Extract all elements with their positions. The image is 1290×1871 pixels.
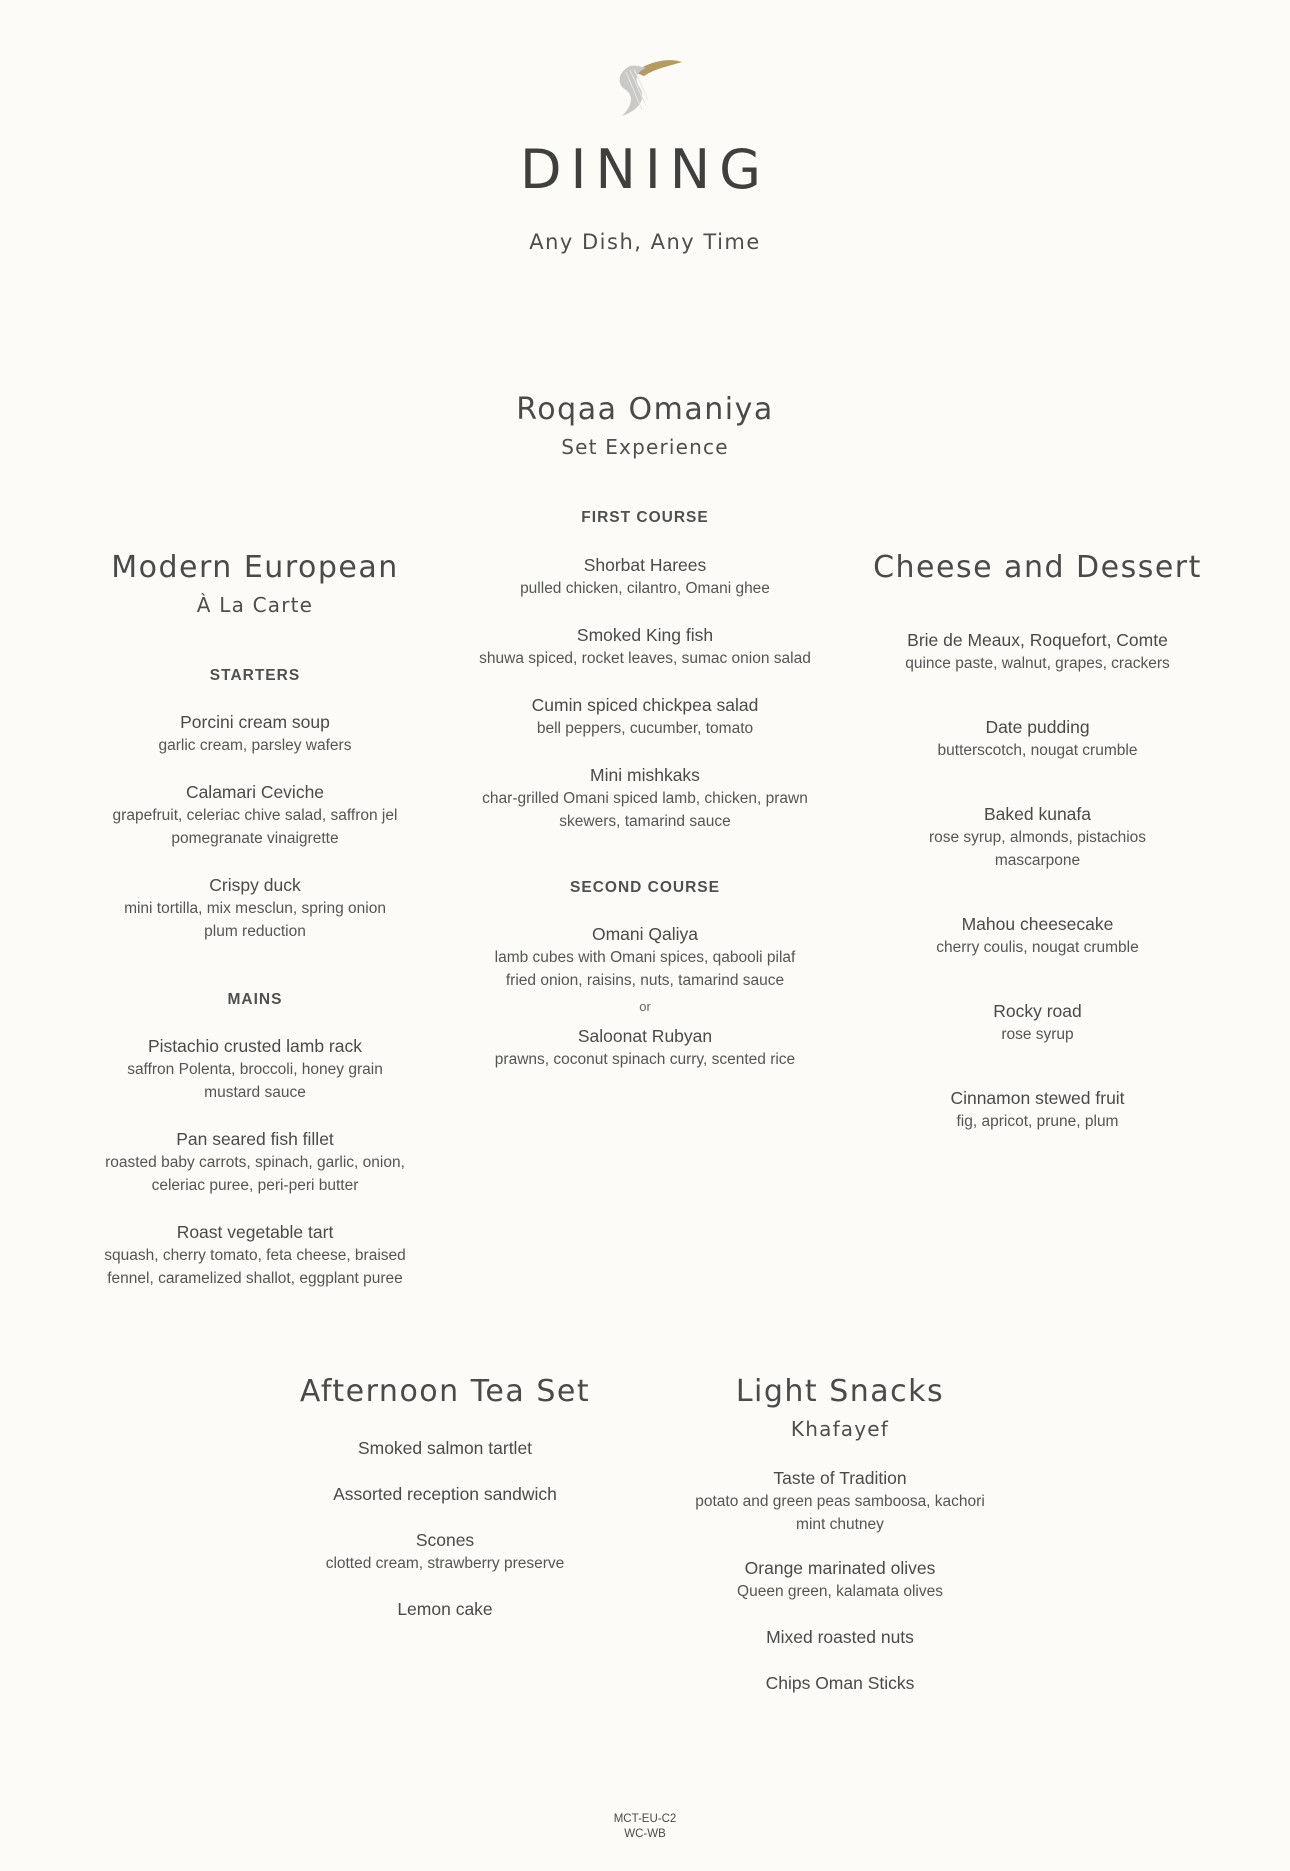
dish-name: Mixed roasted nuts	[766, 1627, 914, 1647]
dish-name: Calamari Ceviche	[185, 782, 325, 802]
menu-item	[470, 623, 820, 670]
light-snacks-title: Light Snacks	[735, 1374, 945, 1409]
menu-code	[0, 1812, 1290, 1842]
menu-item	[470, 1024, 820, 1071]
dish-description: char-grilled Omani spiced lamb, chicken, prawn	[482, 790, 808, 807]
menu-item	[470, 553, 820, 600]
menu-item	[70, 1127, 440, 1197]
dish-description: roasted baby carrots, spinach, garlic, onion,	[105, 1154, 405, 1171]
second-course-section	[470, 878, 820, 1071]
dish-description: shuwa spiced, rocket leaves, sumac onion salad	[479, 650, 811, 667]
starters-section	[70, 666, 440, 943]
dish-description: butterscotch, nougat crumble	[937, 742, 1138, 759]
dish-description: prawns, coconut spinach curry, scented rice	[494, 1051, 796, 1068]
dish-name: Pan seared fish fillet	[176, 1129, 334, 1149]
dish-name: Baked kunafa	[983, 804, 1092, 824]
dish-description: clotted cream, strawberry preserve	[325, 1555, 565, 1572]
dish-description: rose syrup, almonds, pistachios	[928, 829, 1147, 846]
menu-item	[270, 1597, 620, 1621]
roqaa-subtitle: Set Experience	[561, 435, 729, 459]
first-course-section	[470, 508, 820, 833]
cheese-dessert-header	[860, 550, 1215, 586]
menu-item	[70, 1034, 440, 1104]
dish-description: potato and green peas samboosa, kachori	[695, 1493, 985, 1510]
dish-name: Cinnamon stewed fruit	[950, 1088, 1125, 1108]
dish-description: squash, cherry tomato, feta cheese, braised	[104, 1247, 406, 1264]
first-course-heading: FIRST COURSE	[581, 509, 709, 526]
menu-item	[270, 1528, 620, 1575]
dish-name: Chips Oman Sticks	[765, 1673, 915, 1693]
dish-description: bell peppers, cucumber, tomato	[536, 720, 754, 737]
dish-name: Cumin spiced chickpea salad	[531, 695, 759, 715]
menu-item	[70, 780, 440, 850]
menu-item	[860, 628, 1215, 675]
airline-logo-icon	[612, 58, 682, 120]
dish-name: Brie de Meaux, Roquefort, Comte	[907, 630, 1168, 650]
page-title: DINING	[519, 138, 771, 201]
menu-item	[270, 1482, 620, 1506]
dish-name: Taste of Tradition	[773, 1468, 907, 1488]
dish-name: Scones	[415, 1530, 475, 1550]
dish-description: fried onion, raisins, nuts, tamarind sauce	[505, 972, 785, 989]
dish-description: pomegranate vinaigrette	[171, 830, 339, 847]
dish-name: Orange marinated olives	[744, 1558, 936, 1578]
dish-description: pulled chicken, cilantro, Omani ghee	[520, 580, 770, 597]
dish-name: Roast vegetable tart	[176, 1222, 334, 1242]
menu-item	[860, 715, 1215, 762]
dish-name: Smoked King fish	[576, 625, 714, 645]
second-course-heading: SECOND COURSE	[570, 879, 720, 896]
dish-name: Mahou cheesecake	[961, 914, 1114, 934]
menu-item	[70, 710, 440, 757]
menu-item	[70, 1220, 440, 1290]
dish-name: Mini mishkaks	[590, 765, 700, 785]
dish-description: grapefruit, celeriac chive salad, saffron jel	[112, 807, 398, 824]
menu-item	[860, 912, 1215, 959]
dish-description: celeriac puree, peri-peri butter	[151, 1177, 359, 1194]
cheese-dessert-section	[860, 628, 1215, 1133]
roqaa-header	[0, 392, 1290, 460]
dish-name: Rocky road	[993, 1001, 1082, 1021]
dish-name: Shorbat Harees	[583, 555, 707, 575]
menu-item	[70, 873, 440, 943]
menu-code-line: MCT-EU-C2	[613, 1813, 677, 1825]
dish-description: mustard sauce	[204, 1084, 306, 1101]
dish-name: Smoked salmon tartlet	[357, 1438, 533, 1458]
cheese-dessert-title: Cheese and Dessert	[873, 550, 1202, 585]
modern-european-header	[70, 550, 440, 618]
menu-item	[860, 802, 1215, 872]
menu-item	[470, 693, 820, 740]
menu-item	[660, 1556, 1020, 1603]
dish-name: Omani Qaliya	[591, 924, 698, 944]
light-snacks-section	[660, 1374, 1020, 1695]
menu-item	[470, 763, 820, 833]
dish-description: cherry coulis, nougat crumble	[936, 939, 1139, 956]
dish-description: saffron Polenta, broccoli, honey grain	[127, 1061, 383, 1078]
dish-description: mascarpone	[994, 852, 1081, 869]
dish-description: rose syrup	[1001, 1026, 1074, 1043]
starters-heading: STARTERS	[209, 667, 301, 684]
afternoon-tea-section	[270, 1374, 620, 1621]
dish-name: Crispy duck	[209, 875, 301, 895]
dish-description: garlic cream, parsley wafers	[158, 737, 352, 754]
dish-description: mint chutney	[796, 1516, 884, 1533]
menu-item	[860, 999, 1215, 1046]
menu-item	[270, 1436, 620, 1460]
afternoon-tea-title: Afternoon Tea Set	[299, 1374, 591, 1409]
mains-heading: MAINS	[227, 991, 283, 1008]
dish-description: Queen green, kalamata olives	[737, 1583, 943, 1600]
menu-item	[470, 922, 820, 992]
modern-european-subtitle: À La Carte	[196, 593, 314, 617]
roqaa-title: Roqaa Omaniya	[516, 392, 774, 427]
dish-name: Saloonat Rubyan	[577, 1026, 713, 1046]
light-snacks-subtitle: Khafayef	[790, 1417, 890, 1441]
menu-item	[660, 1466, 1020, 1536]
dish-name: Pistachio crusted lamb rack	[148, 1036, 362, 1056]
page-subtitle: Any Dish, Any Time	[529, 230, 761, 254]
dish-description: plum reduction	[204, 923, 306, 940]
dish-description: quince paste, walnut, grapes, crackers	[905, 655, 1170, 672]
dish-description: fennel, caramelized shallot, eggplant puree	[107, 1270, 403, 1287]
menu-item	[660, 1671, 1020, 1695]
or-separator: or	[639, 999, 651, 1014]
dish-description: lamb cubes with Omani spices, qabooli pilaf	[494, 949, 796, 966]
menu-item	[860, 1086, 1215, 1133]
menu-code-line: WC-WB	[624, 1828, 666, 1840]
dish-name: Date pudding	[985, 717, 1090, 737]
dish-description: skewers, tamarind sauce	[559, 813, 731, 830]
dish-name: Porcini cream soup	[180, 712, 330, 732]
menu-item	[660, 1625, 1020, 1649]
dish-name: Assorted reception sandwich	[333, 1484, 557, 1504]
dish-description: fig, apricot, prune, plum	[956, 1113, 1119, 1130]
modern-european-title: Modern European	[111, 550, 399, 585]
mains-section	[70, 990, 440, 1290]
dish-name: Lemon cake	[397, 1599, 493, 1619]
dish-description: mini tortilla, mix mesclun, spring onion	[124, 900, 386, 917]
